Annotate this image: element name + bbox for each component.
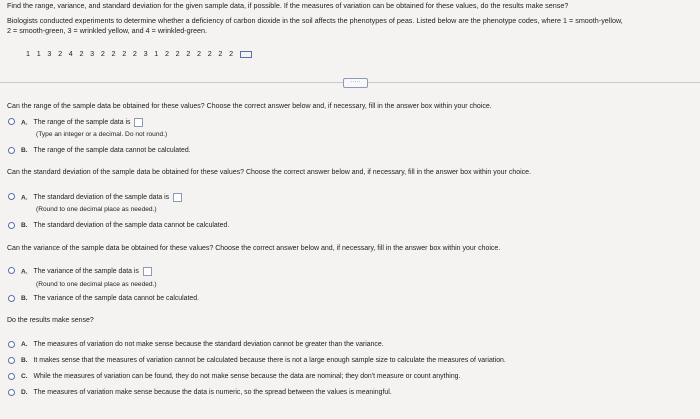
sense-option-b-text: It makes sense that the measures of variation cannot be calculated because there is not a large enough sample size to calculate the measures of variation. [33, 357, 506, 364]
std-dev-option-a-radio[interactable] [8, 193, 15, 200]
std-dev-answer-hint: (Round to one decimal place as needed.) [36, 206, 157, 213]
data-value: 2 [197, 49, 201, 58]
variance-option-b-radio[interactable] [8, 295, 15, 302]
data-value: 2 [100, 49, 105, 58]
data-value: 2 [175, 49, 180, 58]
range-option-a-radio[interactable] [8, 118, 15, 125]
variance-answer-box[interactable] [143, 267, 152, 276]
option-letter: B. [21, 357, 28, 364]
sense-option-c[interactable] [21, 373, 460, 380]
sense-option-d[interactable] [21, 389, 392, 396]
std-dev-option-b[interactable] [21, 222, 229, 229]
range-answer-hint: (Type an integer or a decimal. Do not round.) [36, 131, 168, 138]
std-dev-question-prompt: Can the standard deviation of the sample data be obtained for these values? Choose the correct answer below and, if necessary, fill in the answer box within your choice. [7, 169, 532, 176]
range-option-b[interactable] [21, 147, 191, 154]
variance-question-prompt: Can the variance of the sample data be obtained for these values? Choose the correct answer below and, if necessary, fill in the answer box within your choice. [7, 245, 501, 252]
std-dev-answer-box[interactable] [173, 193, 182, 202]
data-value: 2 [218, 49, 223, 58]
range-option-a-text: The range of the sample data is [33, 119, 131, 127]
variance-option-b[interactable] [21, 295, 199, 302]
copy-data-icon[interactable] [240, 51, 253, 58]
data-value: 2 [207, 49, 212, 58]
sense-option-b-radio[interactable] [8, 357, 15, 364]
std-dev-option-b-text: The standard deviation of the sample data cannot be calculated. [33, 222, 230, 229]
range-question-prompt: Can the range of the sample data be obtained for these values? Choose the correct answer below and, if necessary, fill in the answer box within your choice. [7, 103, 492, 110]
sense-option-c-radio[interactable] [8, 373, 15, 380]
variance-option-a-radio[interactable] [8, 267, 15, 274]
sense-option-b[interactable] [21, 357, 506, 364]
sense-option-a-radio[interactable] [8, 341, 15, 348]
option-letter: B. [21, 295, 28, 302]
range-option-a[interactable] [21, 118, 143, 127]
data-value: 2 [58, 49, 63, 58]
range-option-b-radio[interactable] [8, 147, 15, 154]
data-value: 2 [111, 49, 116, 58]
question-context-codes: 2 = smooth-green, 3 = wrinkled yellow, and 4 = wrinkled-green. [7, 26, 207, 35]
data-value: 1 [36, 49, 41, 58]
data-value: 2 [122, 49, 127, 58]
option-letter: A. [21, 119, 28, 127]
variance-option-b-text: The variance of the sample data cannot be calculated. [33, 295, 199, 302]
option-letter: B. [21, 222, 28, 229]
data-value: 3 [143, 49, 148, 58]
variance-answer-hint: (Round to one decimal place as needed.) [36, 281, 157, 288]
option-letter: A. [21, 341, 28, 348]
data-value: 1 [26, 49, 30, 58]
option-letter: C. [21, 373, 28, 380]
sense-question-prompt: Do the results make sense? [7, 317, 94, 324]
sense-option-d-text: The measures of variation make sense because the data is numeric, so the spread between the values is meaningful. [33, 389, 392, 396]
question-instructions: Find the range, variance, and standard deviation for the given sample data, if possible. If the measures of variation can be obtained for these values, do the results make sense? [7, 1, 569, 10]
variance-option-a-text: The variance of the sample data is [33, 268, 139, 276]
data-value: 2 [186, 49, 191, 58]
sense-option-a-text: The measures of variation do not make sense because the standard deviation cannot be greater than the variance. [33, 341, 384, 348]
std-dev-option-a-text: The standard deviation of the sample data is [33, 194, 170, 202]
data-value: 2 [229, 49, 234, 58]
data-value: 4 [68, 49, 73, 58]
data-value: 3 [90, 49, 95, 58]
option-letter: A. [21, 194, 28, 202]
std-dev-option-a[interactable] [21, 193, 182, 202]
option-letter: B. [21, 147, 28, 154]
question-context: Biologists conducted experiments to determine whether a deficiency of carbon dioxide in the soil affects the phenotypes of peas. Listed below are the phenotype codes, where 1 = smooth-yellow, [7, 16, 623, 25]
range-answer-box[interactable] [134, 118, 143, 127]
option-letter: A. [21, 268, 28, 276]
sense-option-a[interactable] [21, 341, 384, 348]
option-letter: D. [21, 389, 28, 396]
data-value: 3 [47, 49, 52, 58]
data-value: 1 [154, 49, 159, 58]
sense-option-c-text: While the measures of variation can be found, they do not make sense because the data are nominal; they don't measure or count anything. [33, 373, 461, 380]
range-option-b-text: The range of the sample data cannot be calculated. [33, 147, 191, 154]
data-value: 2 [164, 49, 169, 58]
sample-data-list [26, 49, 252, 58]
expand-button[interactable]: ····· [343, 78, 368, 88]
sense-option-d-radio[interactable] [8, 389, 15, 396]
std-dev-option-b-radio[interactable] [8, 222, 15, 229]
data-value: 2 [132, 49, 137, 58]
data-value: 2 [79, 49, 84, 58]
variance-option-a[interactable] [21, 267, 152, 276]
